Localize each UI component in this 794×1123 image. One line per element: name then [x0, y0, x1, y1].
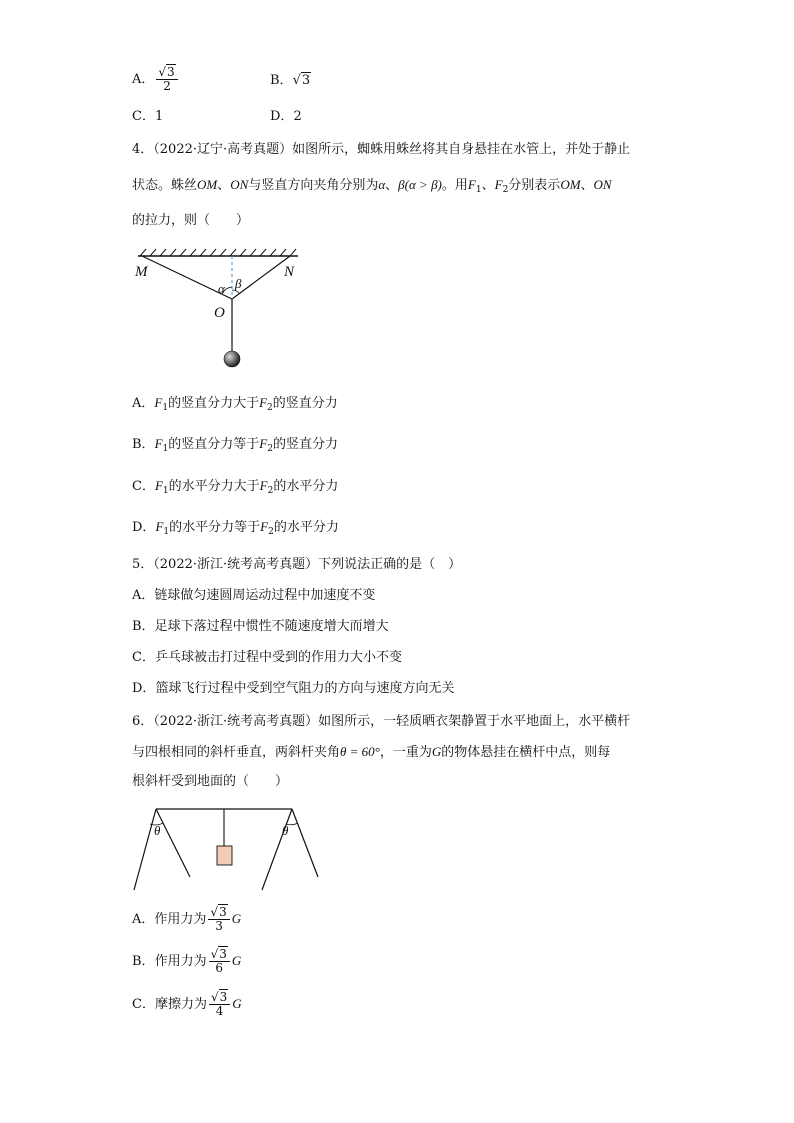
symbol-beta: β	[398, 177, 405, 192]
label-beta: β	[235, 276, 242, 291]
fraction: $\frac{√3}{6}$	[209, 948, 230, 975]
option-label: B．	[132, 619, 155, 634]
text: 与竖直方向夹角分别为	[248, 178, 379, 193]
question-number: 5．	[132, 557, 154, 572]
q6-drying-rack-figure	[130, 804, 330, 894]
label-o: O	[214, 305, 225, 321]
question-number: 4．	[132, 142, 154, 157]
denominator: 2	[163, 79, 171, 93]
option-text: 的竖直分力大于	[168, 396, 260, 411]
symbol-on: ON	[230, 177, 249, 192]
symbol-f1: F	[155, 519, 164, 534]
fraction: $\frac{√3}{2}$	[156, 66, 177, 93]
option-label: C．	[132, 109, 155, 124]
option-label: A．	[132, 396, 155, 411]
option-label: A．	[132, 72, 155, 87]
subscript: 1	[162, 444, 169, 454]
question-source: （2022·浙江·统考高考真题）	[153, 714, 319, 729]
subscript: 2	[267, 486, 274, 496]
text: 、	[385, 178, 399, 193]
symbol-g: G	[431, 744, 442, 759]
subscript: 2	[267, 444, 273, 454]
option-label: C．	[132, 650, 155, 665]
denominator: 4	[215, 1004, 224, 1018]
symbol-g: G	[231, 953, 242, 968]
q6-option-a	[132, 906, 241, 933]
option-label: B．	[132, 437, 155, 452]
subscript: 1	[162, 486, 169, 496]
spider-ball	[224, 351, 240, 367]
symbol-om: OM	[197, 177, 218, 192]
option-label: C．	[132, 479, 155, 494]
subscript: 1	[475, 185, 482, 195]
q5-option-d	[132, 680, 454, 698]
option-value: 2	[293, 109, 302, 124]
symbol-f2: F	[259, 478, 268, 493]
symbol-f2: F	[259, 395, 268, 410]
question-number: 6．	[132, 714, 154, 729]
hanging-weight	[217, 846, 232, 865]
option-text: 的竖直分力等于	[168, 437, 260, 452]
q3-option-b: B．√3	[270, 73, 311, 88]
text: 、	[580, 178, 594, 193]
q5-option-a	[132, 587, 375, 605]
symbol-g: G	[232, 996, 242, 1011]
left-leg-front	[134, 809, 156, 890]
question-text: 的物体悬挂在横杆中点，则每	[441, 745, 611, 760]
q5-option-b	[132, 618, 389, 636]
symbol-f1: F	[154, 478, 163, 493]
text: 。用	[441, 178, 468, 193]
radicand: 3	[301, 73, 311, 88]
q4-option-b	[132, 435, 338, 458]
q4-option-c	[132, 477, 338, 500]
symbol-om: OM	[560, 177, 581, 192]
option-text: 足球下落过程中惯性不随速度增大而增大	[154, 619, 389, 634]
condition: (α > β)	[404, 177, 442, 192]
option-value: 1	[154, 109, 164, 124]
q4-stem-line-3	[132, 212, 249, 230]
q6-option-b	[132, 948, 241, 975]
theta-equation: θ = 60°	[340, 744, 380, 759]
question-text: 的拉力，则（ ）	[132, 213, 250, 228]
q5-stem	[132, 556, 461, 574]
question-text: 根斜杆受到地面的（ ）	[132, 774, 289, 789]
question-text: ，一重为	[379, 745, 432, 760]
option-text: 的水平分力大于	[168, 479, 260, 494]
symbol-g: G	[231, 911, 242, 926]
question-text: 与四根相同的斜杆垂直，两斜杆夹角	[132, 745, 341, 760]
option-text: 的水平分力等于	[169, 520, 261, 535]
text: 状态。蛛丝	[132, 178, 198, 193]
q3-option-d	[270, 108, 302, 126]
q4-option-a	[132, 394, 338, 417]
question-text: 下列说法正确的是（ ）	[318, 557, 462, 572]
subscript: 2	[502, 185, 509, 195]
subscript: 2	[268, 527, 274, 537]
option-text: 的竖直分力	[272, 396, 338, 411]
symbol-f2: F	[494, 177, 503, 192]
subscript: 1	[162, 403, 169, 413]
radicand: 3	[167, 65, 175, 79]
text: 分别表示	[508, 178, 561, 193]
option-label: D．	[132, 681, 156, 696]
q5-option-c	[132, 649, 402, 667]
symbol-alpha: α	[378, 177, 386, 192]
subscript: 2	[267, 403, 273, 413]
symbol-f2: F	[260, 519, 269, 534]
symbol-f1: F	[154, 436, 163, 451]
option-label: B．	[270, 73, 293, 88]
denominator: 3	[215, 919, 223, 933]
radicand: 3	[219, 905, 227, 919]
option-text: 链球做匀速圆周运动过程中加速度不变	[154, 588, 376, 603]
option-text: 作用力为	[154, 912, 207, 927]
option-label: A．	[132, 912, 155, 927]
option-text: 摩擦力为	[154, 997, 207, 1012]
option-text: 的水平分力	[273, 520, 339, 535]
left-leg-back	[156, 809, 190, 877]
option-text: 的水平分力	[273, 479, 339, 494]
option-text: 乒乓球被击打过程中受到的作用力大小不变	[154, 650, 402, 665]
label-alpha: α	[218, 281, 225, 296]
q3-option-c	[132, 108, 163, 126]
symbol-f1: F	[154, 395, 163, 410]
option-text: 的竖直分力	[272, 437, 338, 452]
option-label: C．	[132, 997, 155, 1012]
q4-spider-figure	[130, 246, 310, 376]
right-leg-back	[292, 809, 318, 877]
right-leg-front	[262, 809, 292, 890]
label-n: N	[284, 264, 295, 280]
q6-stem-line-2	[132, 743, 610, 762]
label-m: M	[135, 264, 148, 280]
question-source: （2022·辽宁·高考真题）	[153, 142, 293, 157]
option-label: A．	[132, 588, 155, 603]
option-label: D．	[132, 520, 156, 535]
option-label: D．	[270, 109, 294, 124]
question-source: （2022·浙江·统考高考真题）	[153, 557, 319, 572]
option-text: 作用力为	[154, 954, 207, 969]
question-text: 如图所示，蜘蛛用蛛丝将其自身悬挂在水管上，并处于静止	[292, 142, 631, 157]
symbol-f2: F	[259, 436, 268, 451]
q4-stem-line-1	[132, 141, 630, 159]
ceiling-pipe	[138, 249, 298, 256]
radicand: 3	[219, 947, 227, 961]
text: 、	[217, 178, 231, 193]
question-text: 如图所示，一轻质晒衣架静置于水平地面上，水平横杆	[318, 714, 631, 729]
fraction: $\frac{√3}{3}$	[208, 906, 229, 933]
q3-option-a	[132, 66, 180, 93]
q6-stem-line-1	[132, 713, 630, 731]
radicand: 3	[219, 990, 228, 1004]
symbol-f1: F	[467, 177, 476, 192]
q6-option-c	[132, 991, 242, 1018]
option-text: 篮球飞行过程中受到空气阻力的方向与速度方向无关	[155, 681, 455, 696]
label-theta-right: θ	[282, 823, 289, 838]
subscript: 1	[163, 527, 170, 537]
symbol-on: ON	[593, 177, 612, 192]
q6-stem-line-3	[132, 773, 288, 791]
denominator: 6	[215, 961, 224, 975]
label-theta-left: θ	[154, 823, 161, 838]
q4-stem-line-2	[132, 176, 612, 199]
fraction: $\frac{√3}{4}$	[209, 991, 230, 1018]
text: 、	[481, 178, 495, 193]
option-label: B．	[132, 954, 155, 969]
q4-option-d	[132, 518, 339, 541]
